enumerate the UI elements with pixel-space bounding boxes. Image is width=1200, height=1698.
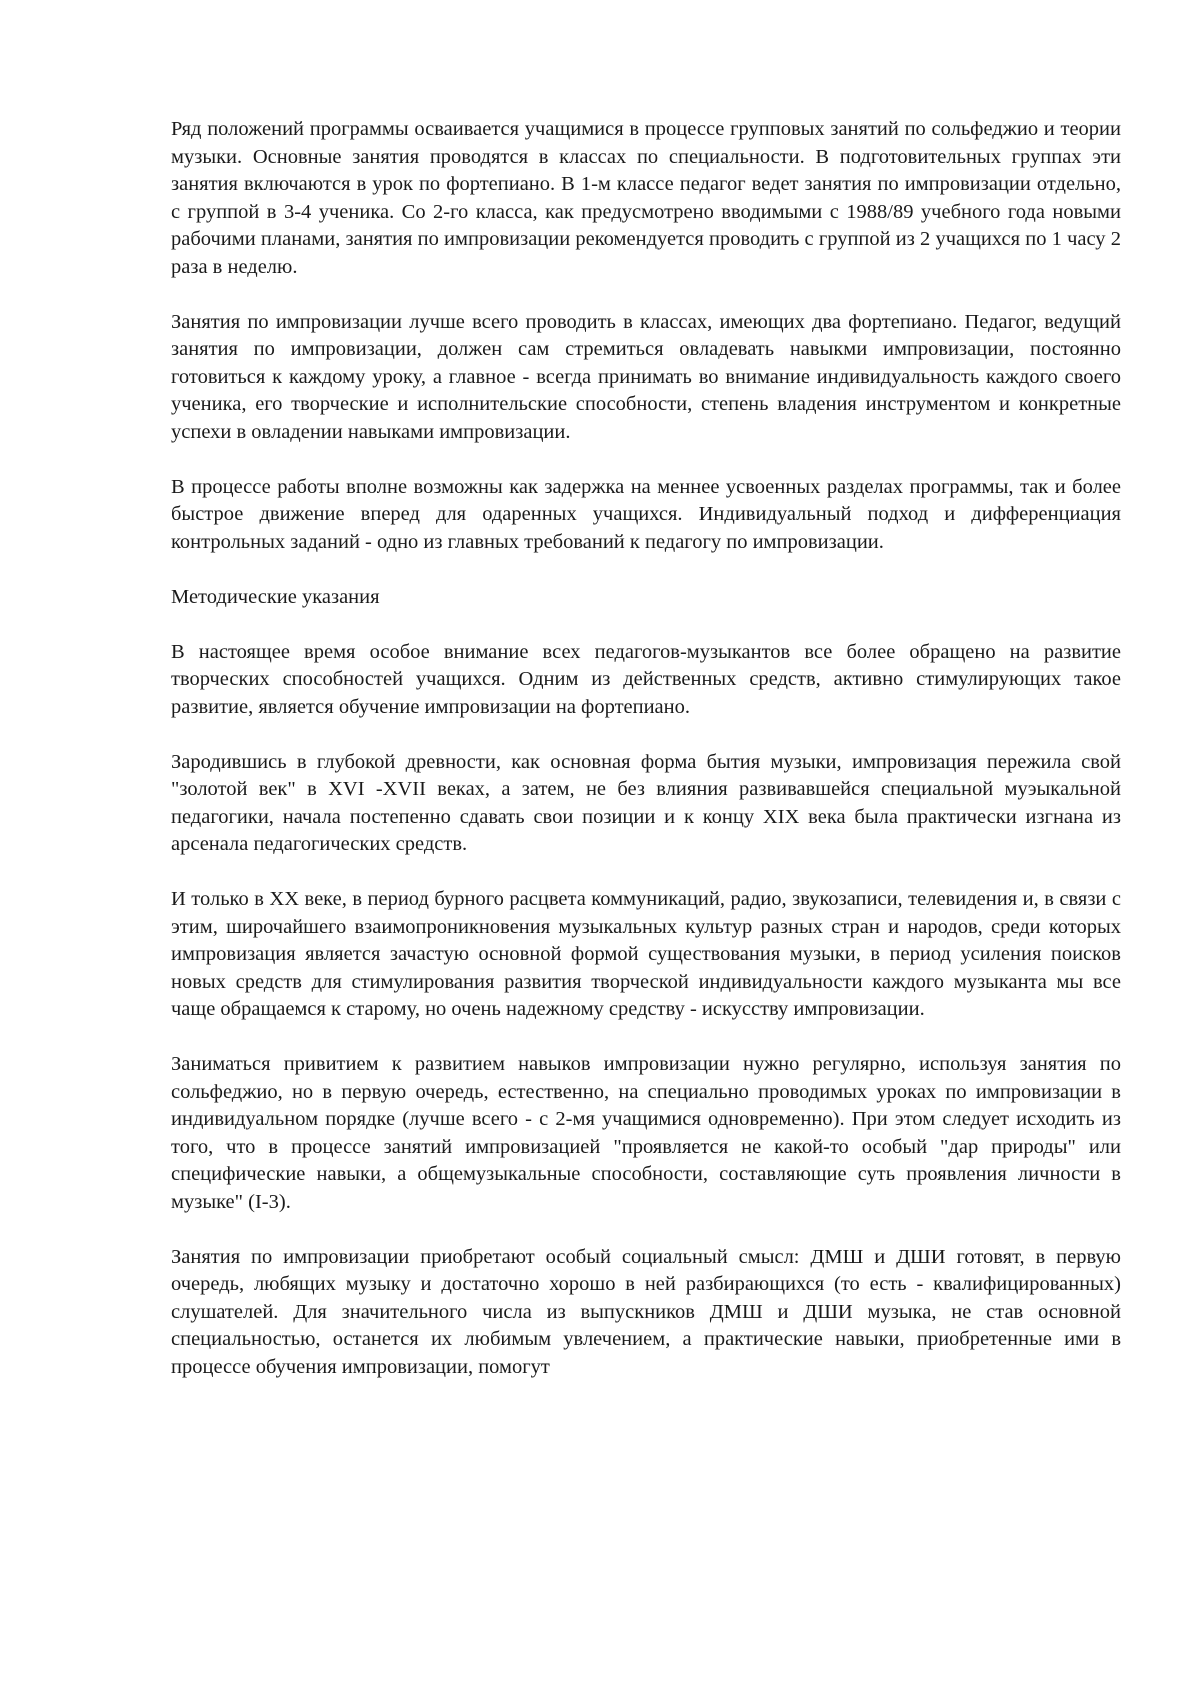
paragraph-twentieth-century: И только в XX веке, в период бурного расцвета коммуникаций, радио, звукозаписи, телевидения и, в связи с этим, широчайшего взаимопроникновения музыкальных культур разных стран и народов, среди которых импровизация является зачастую основной формой существования музыки, в период усиления поисков новых средств для стимулирования развития творческой индивидуальности каждого музыканта мы все чаще обращаемся к старому, но очень надежному средству - искусству импровизации.: [171, 888, 1121, 1020]
paragraph-two-pianos: Занятия по импровизации лучше всего проводить в классах, имеющих два фортепиано. Педагог, ведущий занятия по импровизации, должен сам стремиться овладевать навыкми импровизации, постоянно готовиться к каждому уроку, а главное - всегда принимать во внимание индивидуальность каждого своего ученика, его творческие и исполнительские способности, степень владения инструментом и конкретные успехи в овладении навыками импровизации.: [171, 310, 1121, 443]
paragraph-group-lessons: Ряд положений программы осваивается учащимися в процессе групповых занятий по сольфеджио и теории музыки. Основные занятия проводятся в классах по специальности. В подготовительных группах эти занятия включаются в урок по фортепиано. В 1-м классе педагог ведет занятия по импровизации отдельно, с группой в 3-4 ученика. Со 2-го класса, как предусмотрено вводимыми с 1988/89 учебного года новыми рабочими планами, занятия по импровизации рекомендуется проводить с группой из 2 учащихся по 1 часу 2 раза в неделю.: [171, 118, 1121, 278]
paragraph-individual-approach: В процессе работы вполне возможны как задержка на меннее усвоенных разделах программы, так и более быстрое движение вперед для одаренных учащихся. Индивидуальный подход и дифференциация контрольных заданий - одно из главных требований к педагогу по импровизации.: [171, 475, 1121, 553]
paragraph-history: Зародившись в глубокой древности, как основная форма бытия музыки, импровизация пережила свой "золотой век" в XVI -XVII веках, а затем, не без влияния развивавшейся специальной муэыкальной педагогики, начала постепенно сдавать свои позиции и к концу XIX века была практически изгнана из арсенала педагогических средств.: [171, 750, 1121, 855]
paragraph-creative-abilities: В настоящее время особое внимание всех педагогов-музыкантов все более обращено на развитие творческих способностей учащихся. Одним из действенных средств, активно стимулирующих такое развитие, является обучение импровизации на фортепиано.: [171, 640, 1121, 718]
document-body: [171, 116, 1121, 1409]
paragraph-social-meaning: Занятия по импровизации приобретают особый социальный смысл: ДМШ и ДШИ готовят, в первую очередь, любящих музыку и достаточно хорошо в ней разбирающихся (то есть - квалифицированных) слушателей. Для значительного числа из выпускников ДМШ и ДШИ музыка, не став основной специальностью, останется их любимым увлечением, а практические навыки, приобретенные ими в процессе обучения импровизации, помогут: [171, 1245, 1121, 1378]
section-heading-methodical-guidelines: Методические указания: [171, 585, 380, 608]
paragraph-regular-practice: Заниматься привитием к развитием навыков импровизации нужно регулярно, используя занятия по сольфеджио, но в первую очередь, естественно, на специально проводимых уроках по импровизации в индивидуальном порядке (лучше всего - с 2-мя учащимися одновременно). При этом следует исходить из того, что в процессе занятий импровизацией "проявляется не какой-то особый "дар природы" или специфические навыки, а общемузыкальные способности, составляющие суть проявления личности в музыке" (I-3).: [171, 1053, 1121, 1213]
